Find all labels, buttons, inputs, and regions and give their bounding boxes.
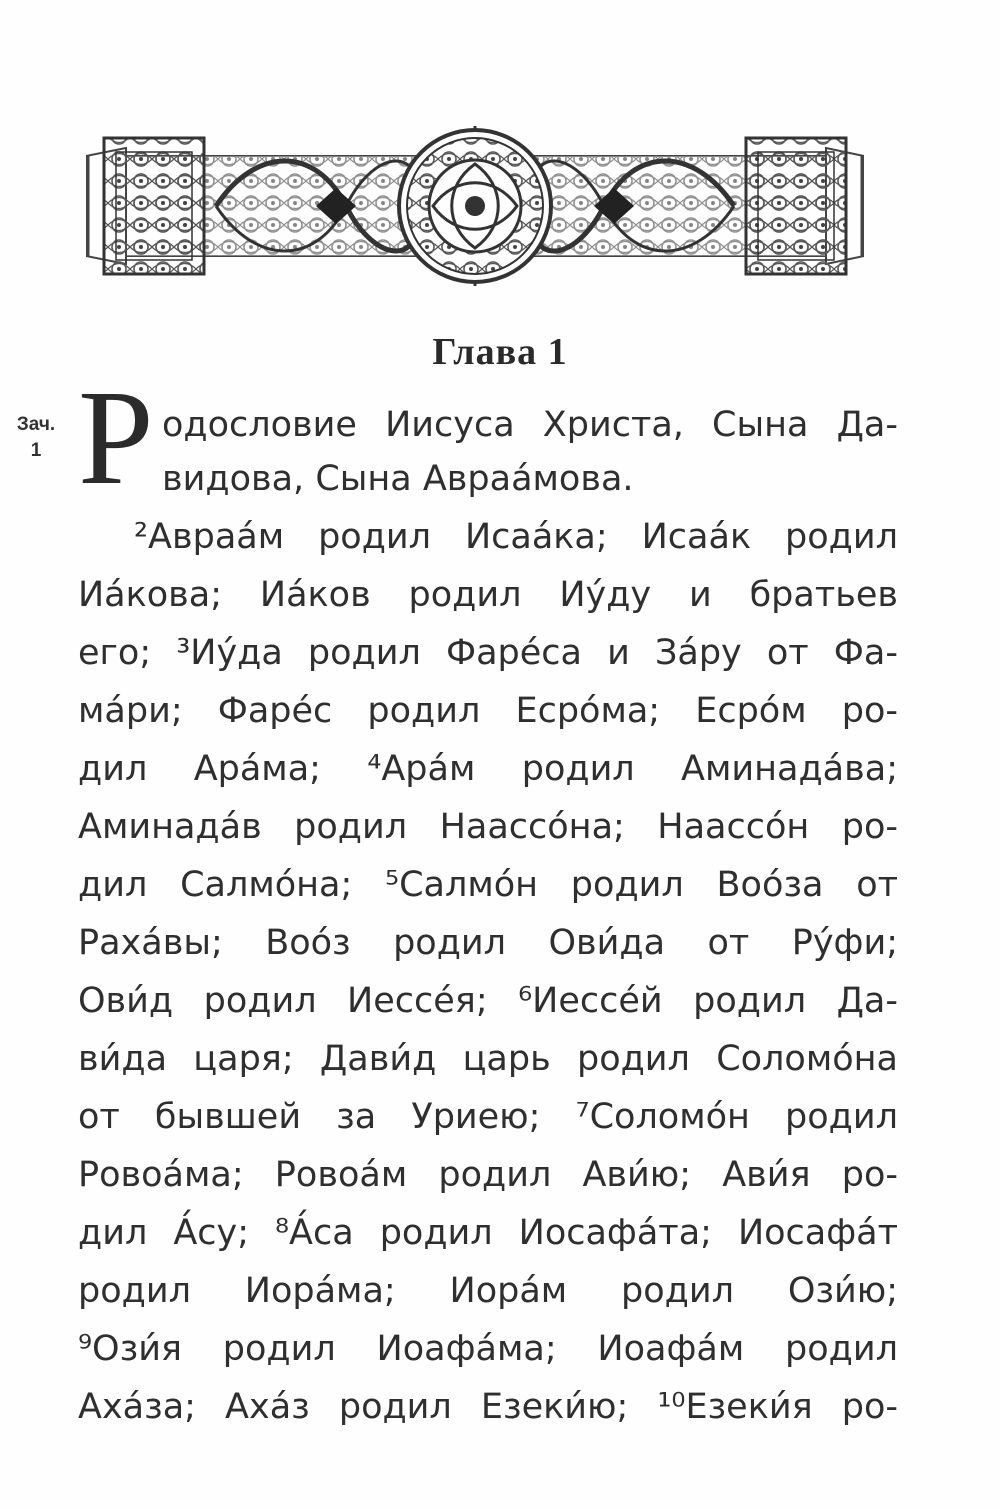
text-line: дил А́су; ⁸А́са родил Иосафа́та; Иосафа́т [78, 1213, 898, 1253]
text-line: дил Ара́ма; ⁴Ара́м родил Аминада́ва; [78, 749, 898, 789]
text-line: ²Авраа́м родил Исаа́ка; Исаа́к родил [134, 517, 898, 557]
drop-cap: Р [78, 363, 154, 513]
text-line: Аминада́в родил Наассо́на; Наассо́н ро- [78, 807, 898, 847]
text-line: его; ³Иу́да родил Фаре́са и За́ру от Фа- [78, 633, 898, 673]
text-line: от бывшей за Уриею; ⁷Соломо́н родил [78, 1097, 898, 1137]
text-line: видова, Сына Авраа́мова. [162, 459, 634, 499]
text-line: дил Салмо́на; ⁵Салмо́н родил Воо́за от [78, 865, 898, 905]
text-line: ⁹Ози́я родил Иоафа́ма; Иоафа́м родил [78, 1329, 898, 1369]
ornamental-headpiece [86, 126, 864, 286]
text-line: ви́да царя; Дави́д царь родил Соломо́на [78, 1039, 898, 1079]
zachalo-marker [8, 412, 64, 464]
text-line: Ови́д родил Иессе́я; ⁶Иессе́й родил Да- [78, 981, 898, 1021]
text-line: родил Иора́ма; Иора́м родил Ози́ю; [78, 1271, 898, 1311]
text-line: ма́ри; Фаре́с родил Есро́ма; Есро́м ро- [78, 691, 898, 731]
chapter-title: Глава 1 [432, 331, 568, 373]
text-line: одословие Иисуса Христа, Сына Да- [162, 405, 898, 445]
text-line: Ровоа́ма; Ровоа́м родил Ави́ю; Ави́я ро- [78, 1155, 898, 1195]
text-line: Аха́за; Аха́з родил Езеки́ю; ¹⁰Езеки́я ро- [78, 1387, 898, 1427]
text-line: Раха́вы; Воо́з родил Ови́да от Ру́фи; [78, 923, 898, 963]
zachalo-number: 1 [30, 440, 42, 461]
zachalo-label: Зач. [16, 414, 56, 435]
text-line: Иа́кова; Иа́ков родил Иу́ду и братьев [78, 575, 898, 615]
